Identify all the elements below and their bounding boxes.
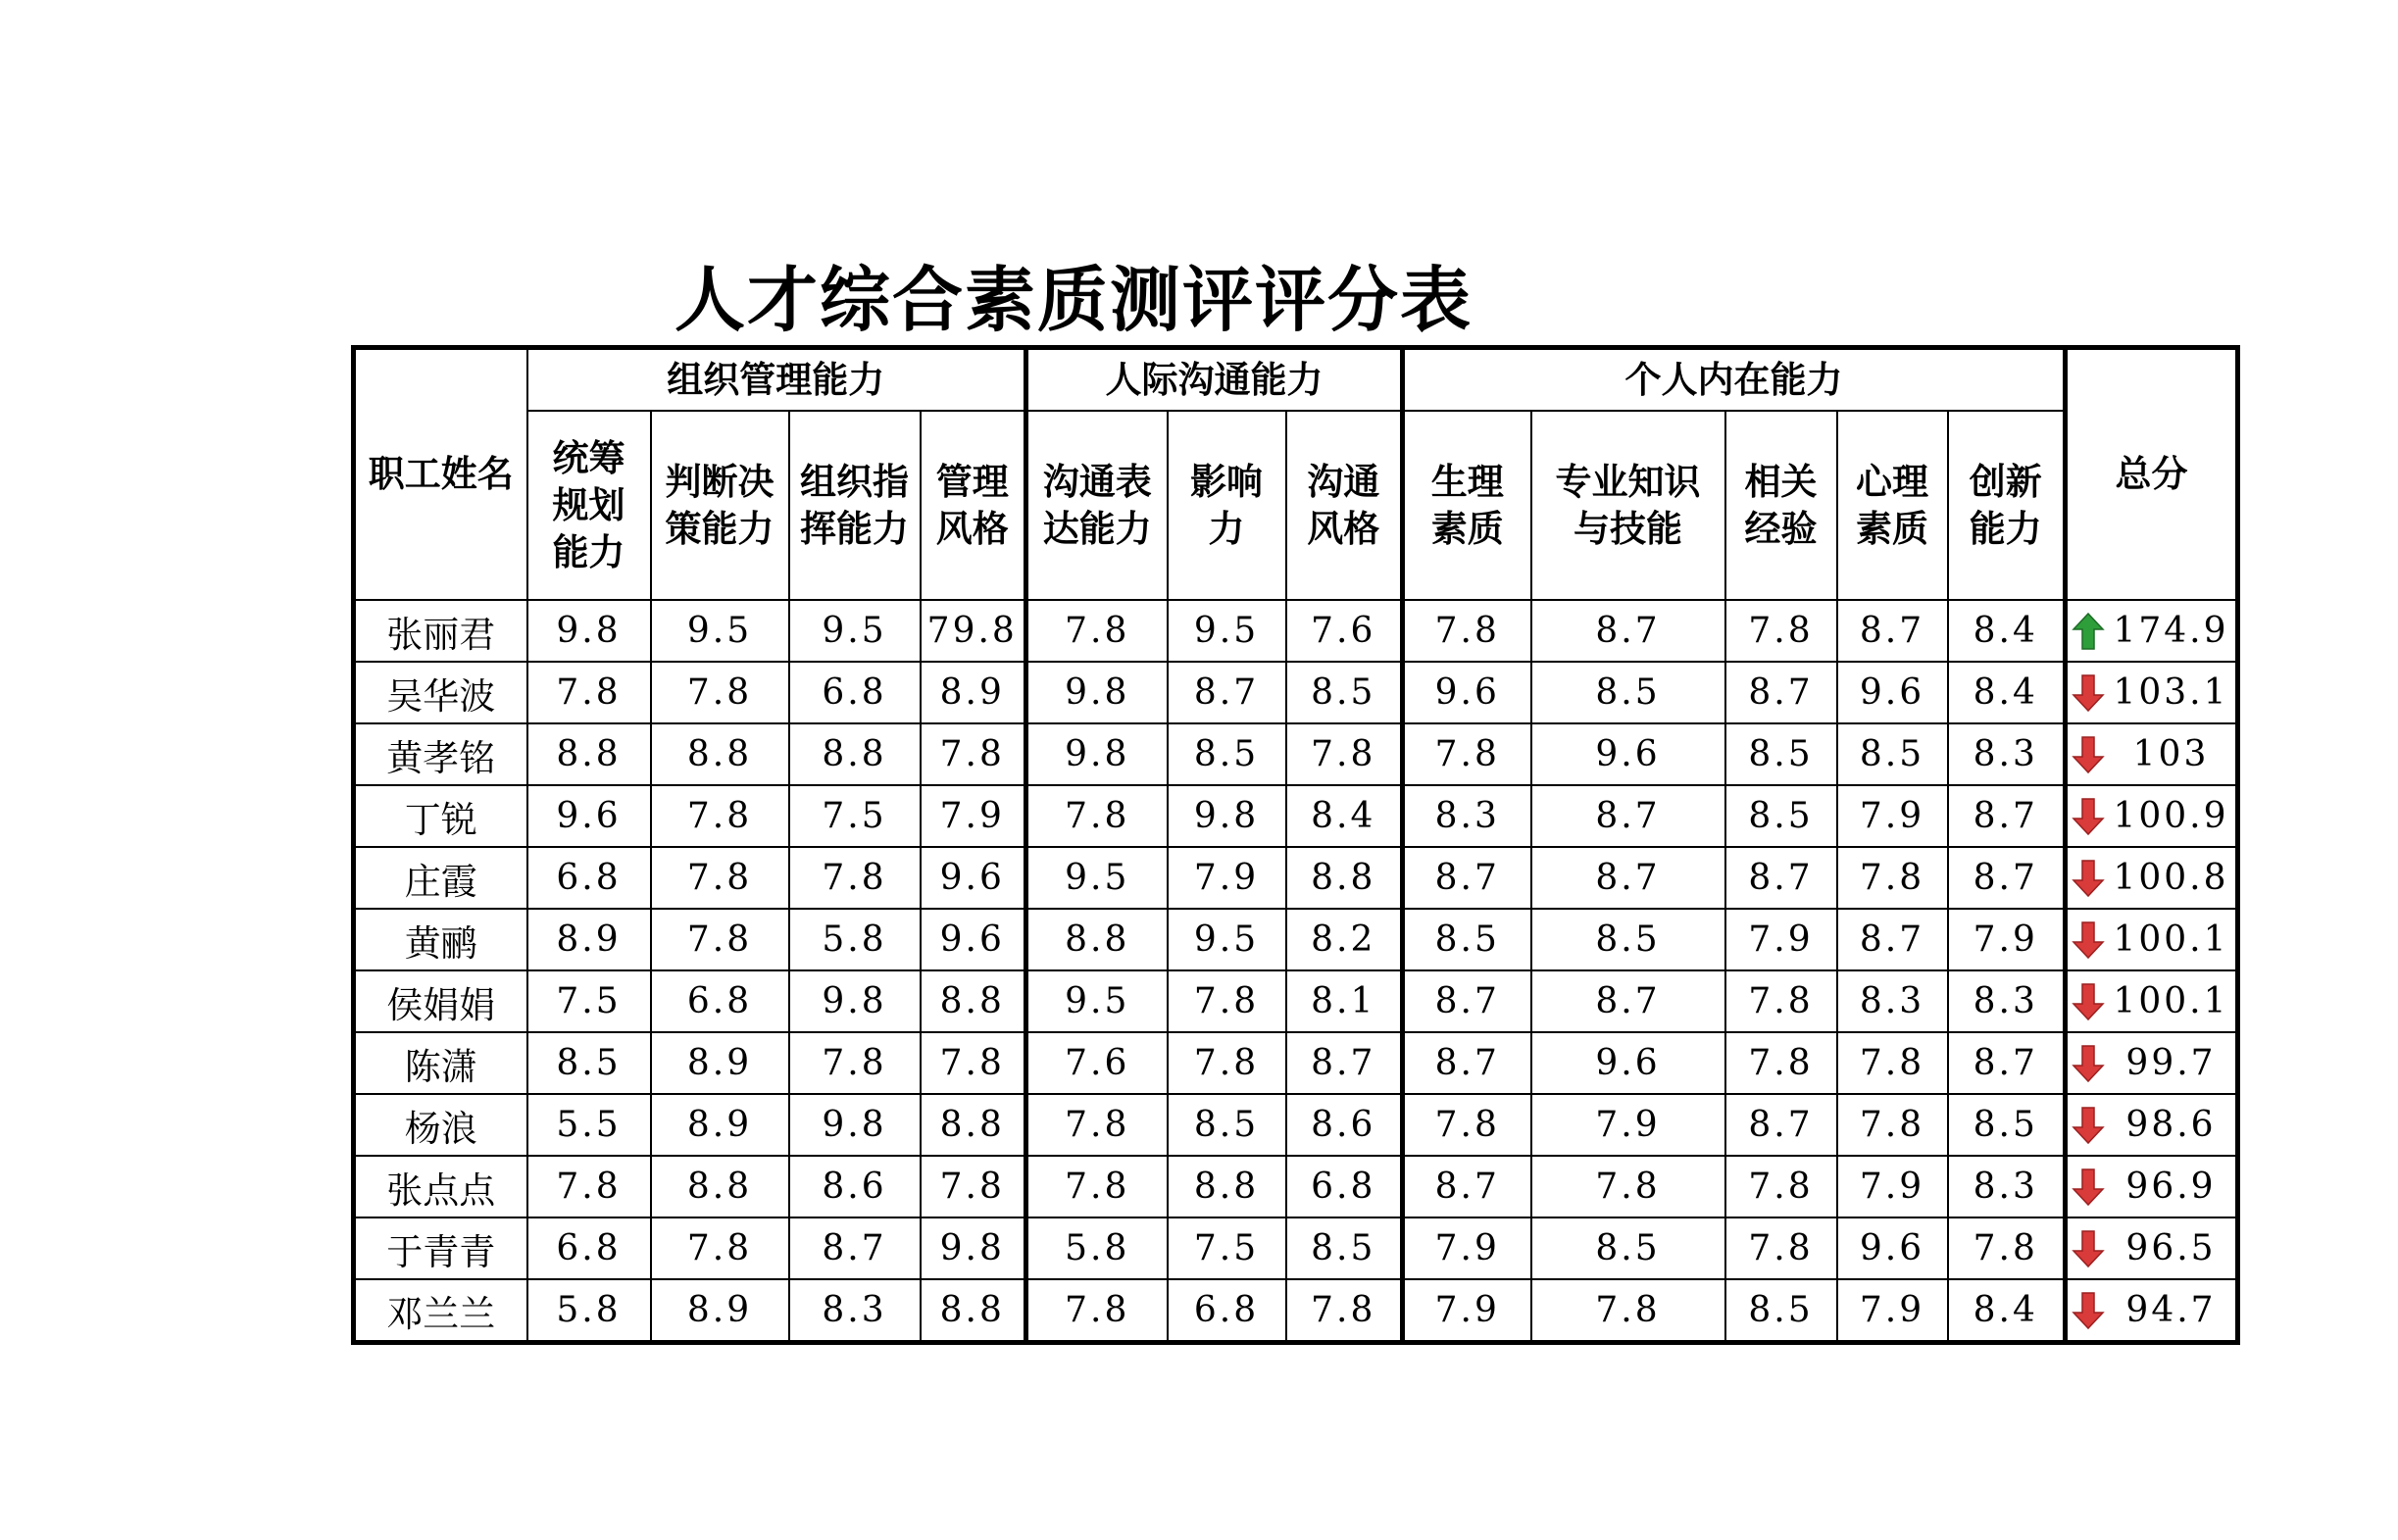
total-cell <box>2066 785 2238 847</box>
score-cell: 9.6 <box>1531 723 1725 785</box>
score-cell: 8.7 <box>1725 847 1837 909</box>
score-cell: 8.7 <box>1531 600 1725 662</box>
score-cell: 7.9 <box>1725 909 1837 970</box>
header-col: 沟通表达能力 <box>1026 411 1168 600</box>
total-cell <box>2066 1279 2238 1343</box>
score-cell: 8.7 <box>1948 847 2066 909</box>
header-col: 判断决策能力 <box>651 411 789 600</box>
total-cell <box>2066 662 2238 723</box>
score-cell: 8.9 <box>651 1032 789 1094</box>
total-cell <box>2066 1094 2238 1156</box>
score-cell: 7.8 <box>1837 1032 1948 1094</box>
score-cell: 7.9 <box>1837 1156 1948 1217</box>
score-cell: 8.8 <box>921 970 1026 1032</box>
score-cell: 8.4 <box>1948 662 2066 723</box>
score-cell: 8.7 <box>1725 662 1837 723</box>
score-cell: 8.3 <box>1948 723 2066 785</box>
score-cell: 8.7 <box>789 1217 921 1279</box>
score-cell: 9.6 <box>1531 1032 1725 1094</box>
score-cell: 8.8 <box>1286 847 1403 909</box>
arrow-down-icon <box>2072 982 2105 1021</box>
score-cell: 8.1 <box>1286 970 1403 1032</box>
score-cell: 8.5 <box>527 1032 651 1094</box>
score-cell: 8.7 <box>1403 1156 1531 1217</box>
score-cell: 6.8 <box>527 847 651 909</box>
score-cell: 7.6 <box>1026 1032 1168 1094</box>
employee-name: 吴华波 <box>354 662 527 723</box>
score-cell: 8.7 <box>1948 1032 2066 1094</box>
header-col: 组织指挥能力 <box>789 411 921 600</box>
score-cell: 8.7 <box>1725 1094 1837 1156</box>
score-cell: 7.8 <box>1403 1094 1531 1156</box>
score-cell: 7.8 <box>527 662 651 723</box>
header-col: 创新能力 <box>1948 411 2066 600</box>
employee-name: 陈潇 <box>354 1032 527 1094</box>
employee-name: 侯娟娟 <box>354 970 527 1032</box>
score-cell: 9.8 <box>527 600 651 662</box>
score-cell: 9.8 <box>789 1094 921 1156</box>
total-value: 103 <box>2132 734 2210 774</box>
score-cell: 5.5 <box>527 1094 651 1156</box>
score-cell: 7.8 <box>1026 1279 1168 1343</box>
score-cell: 8.5 <box>1837 723 1948 785</box>
score-cell: 7.9 <box>1403 1279 1531 1343</box>
score-cell: 7.8 <box>1026 600 1168 662</box>
total-value: 99.7 <box>2125 1043 2217 1083</box>
score-cell: 8.6 <box>1286 1094 1403 1156</box>
table-row <box>354 970 2238 1032</box>
table-row <box>354 723 2238 785</box>
table-row <box>354 662 2238 723</box>
score-cell: 7.6 <box>1286 600 1403 662</box>
score-cell: 8.5 <box>1531 662 1725 723</box>
score-cell: 8.7 <box>1286 1032 1403 1094</box>
score-cell: 8.3 <box>1403 785 1531 847</box>
score-cell: 9.6 <box>921 909 1026 970</box>
table-row <box>354 1217 2238 1279</box>
score-cell: 7.9 <box>1403 1217 1531 1279</box>
score-cell: 6.8 <box>651 970 789 1032</box>
group-header-inner: 个人内在能力 <box>1403 348 2066 412</box>
score-cell: 7.5 <box>789 785 921 847</box>
score-cell: 8.7 <box>1948 785 2066 847</box>
score-cell: 7.8 <box>1531 1279 1725 1343</box>
score-cell: 7.9 <box>921 785 1026 847</box>
total-cell <box>2066 600 2238 662</box>
total-value: 96.9 <box>2125 1167 2217 1207</box>
score-cell: 7.8 <box>651 1217 789 1279</box>
score-cell: 8.4 <box>1948 1279 2066 1343</box>
total-cell <box>2066 970 2238 1032</box>
column-header-row <box>354 411 2238 600</box>
score-cell: 7.9 <box>1837 1279 1948 1343</box>
arrow-down-icon <box>2072 1106 2105 1145</box>
total-value: 100.8 <box>2113 858 2229 898</box>
score-cell: 7.8 <box>1725 970 1837 1032</box>
total-cell <box>2066 909 2238 970</box>
score-cell: 8.5 <box>1403 909 1531 970</box>
arrow-down-icon <box>2072 1229 2105 1268</box>
header-col: 管理风格 <box>921 411 1026 600</box>
total-cell <box>2066 723 2238 785</box>
score-cell: 7.8 <box>1286 1279 1403 1343</box>
score-cell: 9.5 <box>789 600 921 662</box>
score-cell: 9.8 <box>1026 662 1168 723</box>
total-value: 94.7 <box>2125 1290 2217 1330</box>
arrow-down-icon <box>2072 859 2105 898</box>
score-cell: 7.8 <box>651 785 789 847</box>
score-cell: 7.8 <box>1837 847 1948 909</box>
score-cell: 7.8 <box>651 909 789 970</box>
score-cell: 5.8 <box>527 1279 651 1343</box>
score-cell: 8.7 <box>1531 970 1725 1032</box>
score-cell: 8.3 <box>1948 970 2066 1032</box>
score-cell: 8.8 <box>651 1156 789 1217</box>
score-cell: 9.6 <box>1837 662 1948 723</box>
arrow-down-icon <box>2072 920 2105 960</box>
score-cell: 8.8 <box>651 723 789 785</box>
score-cell: 7.8 <box>921 723 1026 785</box>
employee-name: 杨浪 <box>354 1094 527 1156</box>
employee-name: 庄霞 <box>354 847 527 909</box>
total-cell <box>2066 1156 2238 1217</box>
score-cell: 8.7 <box>1403 970 1531 1032</box>
arrow-down-icon <box>2072 1291 2105 1330</box>
score-cell: 6.8 <box>789 662 921 723</box>
score-cell: 8.9 <box>651 1094 789 1156</box>
table-row <box>354 909 2238 970</box>
score-cell: 9.8 <box>921 1217 1026 1279</box>
score-cell: 9.5 <box>1026 970 1168 1032</box>
score-cell: 8.8 <box>789 723 921 785</box>
score-cell: 79.8 <box>921 600 1026 662</box>
total-value: 174.9 <box>2113 611 2229 651</box>
score-cell: 8.8 <box>921 1094 1026 1156</box>
table-row <box>354 600 2238 662</box>
score-cell: 9.6 <box>527 785 651 847</box>
employee-name: 张丽君 <box>354 600 527 662</box>
score-cell: 6.8 <box>1168 1279 1286 1343</box>
score-cell: 5.8 <box>789 909 921 970</box>
score-cell: 8.5 <box>1286 662 1403 723</box>
score-cell: 8.5 <box>1725 1279 1837 1343</box>
header-col: 相关经验 <box>1725 411 1837 600</box>
score-cell: 8.5 <box>1948 1094 2066 1156</box>
header-col: 心理素质 <box>1837 411 1948 600</box>
score-cell: 8.7 <box>1837 909 1948 970</box>
total-value: 100.1 <box>2113 919 2229 960</box>
score-cell: 8.8 <box>527 723 651 785</box>
score-cell: 7.8 <box>1026 785 1168 847</box>
score-cell: 7.8 <box>1168 970 1286 1032</box>
header-col: 专业知识与技能 <box>1531 411 1725 600</box>
score-cell: 5.8 <box>1026 1217 1168 1279</box>
score-cell: 9.6 <box>1837 1217 1948 1279</box>
score-cell: 7.9 <box>1837 785 1948 847</box>
total-value: 103.1 <box>2113 672 2229 713</box>
group-header-row <box>354 348 2238 412</box>
group-header-org: 组织管理能力 <box>527 348 1026 412</box>
employee-name: 张点点 <box>354 1156 527 1217</box>
score-cell: 8.3 <box>789 1279 921 1343</box>
score-cell: 7.5 <box>527 970 651 1032</box>
employee-name: 黄孝铭 <box>354 723 527 785</box>
score-cell: 8.5 <box>1725 723 1837 785</box>
score-cell: 7.9 <box>1531 1094 1725 1156</box>
arrow-down-icon <box>2072 673 2105 713</box>
score-cell: 8.5 <box>1531 909 1725 970</box>
score-cell: 6.8 <box>527 1217 651 1279</box>
score-cell: 8.3 <box>1837 970 1948 1032</box>
employee-name: 丁锐 <box>354 785 527 847</box>
score-cell: 8.7 <box>1837 600 1948 662</box>
score-cell: 8.5 <box>1725 785 1837 847</box>
score-cell: 7.8 <box>1837 1094 1948 1156</box>
score-cell: 7.8 <box>651 847 789 909</box>
score-cell: 9.5 <box>1168 600 1286 662</box>
score-cell: 8.7 <box>1531 847 1725 909</box>
total-cell <box>2066 1032 2238 1094</box>
score-cell: 8.7 <box>1168 662 1286 723</box>
score-cell: 8.5 <box>1531 1217 1725 1279</box>
header-col: 沟通风格 <box>1286 411 1403 600</box>
score-cell: 7.8 <box>1725 1156 1837 1217</box>
total-cell <box>2066 1217 2238 1279</box>
score-cell: 7.8 <box>789 847 921 909</box>
score-cell: 8.5 <box>1286 1217 1403 1279</box>
score-cell: 7.8 <box>1168 1032 1286 1094</box>
score-cell: 8.2 <box>1286 909 1403 970</box>
score-cell: 7.8 <box>651 662 789 723</box>
total-value: 100.9 <box>2113 796 2229 836</box>
score-cell: 8.8 <box>921 1279 1026 1343</box>
header-total: 总分 <box>2066 348 2238 601</box>
score-cell: 7.8 <box>921 1032 1026 1094</box>
score-cell: 7.8 <box>1403 723 1531 785</box>
score-cell: 8.7 <box>1403 1032 1531 1094</box>
score-cell: 9.5 <box>1026 847 1168 909</box>
group-header-comm: 人际沟通能力 <box>1026 348 1403 412</box>
score-cell: 8.9 <box>527 909 651 970</box>
arrow-down-icon <box>2072 735 2105 774</box>
header-col: 影响力 <box>1168 411 1286 600</box>
score-cell: 9.5 <box>651 600 789 662</box>
score-cell: 9.5 <box>1168 909 1286 970</box>
arrow-down-icon <box>2072 1167 2105 1207</box>
score-cell: 7.8 <box>1403 600 1531 662</box>
score-cell: 7.8 <box>1725 1032 1837 1094</box>
arrow-down-icon <box>2072 1044 2105 1083</box>
score-cell: 8.5 <box>1168 723 1286 785</box>
score-cell: 8.7 <box>1531 785 1725 847</box>
score-cell: 8.8 <box>1026 909 1168 970</box>
score-cell: 8.7 <box>1403 847 1531 909</box>
score-cell: 9.6 <box>921 847 1026 909</box>
score-cell: 8.6 <box>789 1156 921 1217</box>
score-cell: 7.5 <box>1168 1217 1286 1279</box>
score-cell: 6.8 <box>1286 1156 1403 1217</box>
table-row <box>354 1279 2238 1343</box>
score-cell: 7.9 <box>1948 909 2066 970</box>
score-cell: 7.8 <box>1286 723 1403 785</box>
score-cell: 7.8 <box>921 1156 1026 1217</box>
score-table <box>351 345 2240 1345</box>
score-cell: 7.8 <box>1026 1094 1168 1156</box>
total-value: 100.1 <box>2113 981 2229 1021</box>
score-cell: 9.8 <box>1168 785 1286 847</box>
score-cell: 7.8 <box>527 1156 651 1217</box>
score-cell: 8.9 <box>921 662 1026 723</box>
table-row <box>354 785 2238 847</box>
page-title: 人才综合素质测评评分表 <box>674 258 1473 341</box>
score-cell: 7.8 <box>1026 1156 1168 1217</box>
arrow-up-icon <box>2072 612 2105 651</box>
score-cell: 7.8 <box>1948 1217 2066 1279</box>
table-row <box>354 1094 2238 1156</box>
table-row <box>354 847 2238 909</box>
total-value: 98.6 <box>2125 1105 2217 1145</box>
score-cell: 8.3 <box>1948 1156 2066 1217</box>
arrow-down-icon <box>2072 797 2105 836</box>
table-row <box>354 1032 2238 1094</box>
score-cell: 8.4 <box>1286 785 1403 847</box>
score-cell: 9.8 <box>789 970 921 1032</box>
score-cell: 8.8 <box>1168 1156 1286 1217</box>
header-name: 职工姓名 <box>354 348 527 601</box>
score-cell: 7.8 <box>1725 600 1837 662</box>
score-cell: 7.9 <box>1168 847 1286 909</box>
score-cell: 8.4 <box>1948 600 2066 662</box>
table-row <box>354 1156 2238 1217</box>
header-col: 统筹规划能力 <box>527 411 651 600</box>
total-cell <box>2066 847 2238 909</box>
score-cell: 7.8 <box>1725 1217 1837 1279</box>
score-cell: 9.6 <box>1403 662 1531 723</box>
employee-name: 邓兰兰 <box>354 1279 527 1343</box>
employee-name: 黄鹂 <box>354 909 527 970</box>
total-value: 96.5 <box>2125 1228 2217 1268</box>
employee-name: 于青青 <box>354 1217 527 1279</box>
score-cell: 9.8 <box>1026 723 1168 785</box>
score-cell: 7.8 <box>1531 1156 1725 1217</box>
score-cell: 8.5 <box>1168 1094 1286 1156</box>
score-cell: 7.8 <box>789 1032 921 1094</box>
score-cell: 8.9 <box>651 1279 789 1343</box>
header-col: 生理素质 <box>1403 411 1531 600</box>
